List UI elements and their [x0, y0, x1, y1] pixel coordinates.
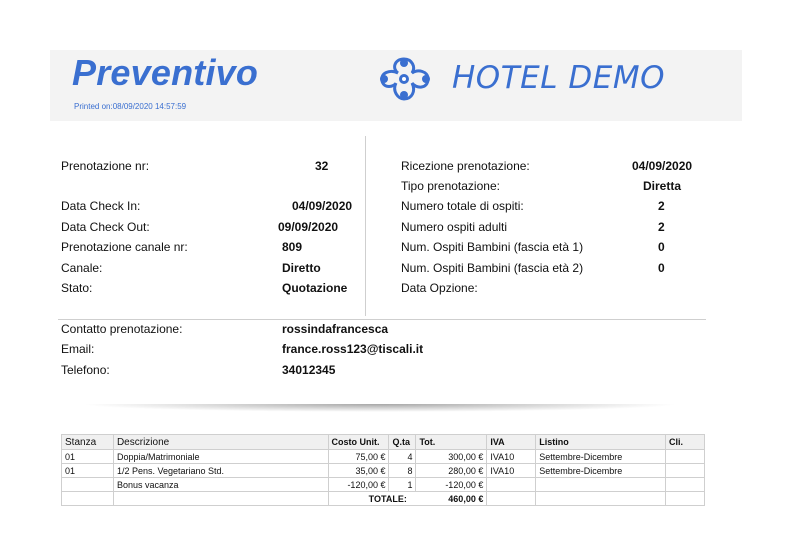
cell-total: -120,00 € [416, 478, 487, 492]
column-header-quantity: Q.ta [389, 435, 416, 450]
info-value: 04/09/2020 [632, 159, 693, 173]
info-value: 809 [282, 240, 303, 254]
info-label: Data Opzione: [401, 281, 478, 295]
total-cell [328, 492, 487, 506]
info-value: 32 [315, 159, 329, 173]
cell-vat: IVA10 [487, 450, 536, 464]
info-value: Diretto [282, 261, 321, 275]
info-value: 0 [658, 240, 665, 254]
info-label: Num. Ospiti Bambini (fascia età 2) [401, 261, 584, 275]
total-label: TOTALE: [368, 493, 407, 504]
column-divider [365, 136, 366, 316]
hotel-name: HOTEL DEMO [452, 60, 665, 96]
cell-client [666, 450, 705, 464]
info-value: 04/09/2020 [292, 199, 353, 213]
cell-description: 1/2 Pens. Vegetariano Std. [113, 464, 328, 478]
info-label: Ricezione prenotazione: [401, 159, 530, 173]
column-header-vat: IVA [487, 435, 536, 450]
info-label: Numero totale di ospiti: [401, 199, 524, 213]
info-label: Prenotazione nr: [61, 159, 150, 173]
column-header-total: Tot. [416, 435, 487, 450]
cell-empty [487, 492, 536, 506]
cell-description: Doppia/Matrimoniale [113, 450, 328, 464]
column-header-price-list: Listino [536, 435, 666, 450]
info-value: 09/09/2020 [278, 220, 339, 234]
cell-empty [113, 492, 328, 506]
cell-vat [487, 478, 536, 492]
info-label: Numero ospiti adulti [401, 220, 508, 234]
cell-client [666, 464, 705, 478]
cell-unit-cost: 75,00 € [328, 450, 389, 464]
hotel-logo-icon [372, 53, 436, 105]
contact-label: Contatto prenotazione: [61, 322, 183, 336]
info-label: Num. Ospiti Bambini (fascia età 1) [401, 240, 584, 254]
cell-quantity: 4 [389, 450, 416, 464]
cell-price-list [536, 478, 666, 492]
info-label: Tipo prenotazione: [401, 179, 500, 193]
column-header-client: Cli. [666, 435, 705, 450]
cell-empty [536, 492, 666, 506]
cell-unit-cost: 35,00 € [328, 464, 389, 478]
column-header-room: Stanza [62, 435, 114, 450]
table-header-row [62, 435, 705, 450]
cell-total: 300,00 € [416, 450, 487, 464]
info-label: Data Check In: [61, 199, 141, 213]
info-label: Stato: [61, 281, 93, 295]
section-shadow [80, 404, 680, 412]
cell-price-list: Settembre-Dicembre [536, 450, 666, 464]
cell-total: 280,00 € [416, 464, 487, 478]
cell-quantity: 1 [389, 478, 416, 492]
info-value: Quotazione [282, 281, 348, 295]
contact-label: Telefono: [61, 363, 110, 377]
cell-room: 01 [62, 464, 114, 478]
column-header-unit-cost: Costo Unit. [328, 435, 389, 450]
table-row [62, 450, 705, 464]
cell-quantity: 8 [389, 464, 416, 478]
cell-description: Bonus vacanza [113, 478, 328, 492]
info-label: Data Check Out: [61, 220, 150, 234]
table-row [62, 464, 705, 478]
cell-empty [62, 492, 114, 506]
info-label: Prenotazione canale nr: [61, 240, 188, 254]
contact-value: france.ross123@tiscali.it [282, 342, 424, 356]
contact-value: 34012345 [282, 363, 336, 377]
contact-value: rossindafrancesca [282, 322, 389, 336]
cell-empty [666, 492, 705, 506]
cell-room [62, 478, 114, 492]
contact-label: Email: [61, 342, 95, 356]
printed-on-timestamp: Printed on:08/09/2020 14:57:59 [74, 102, 187, 111]
column-header-description: Descrizione [113, 435, 328, 450]
info-value: 2 [658, 199, 665, 213]
section-divider [58, 319, 706, 320]
items-table [61, 434, 705, 506]
info-value: 0 [658, 261, 665, 275]
table-row [62, 478, 705, 492]
info-value: Diretta [643, 179, 682, 193]
table-total-row [62, 492, 705, 506]
info-label: Canale: [61, 261, 103, 275]
document-header [50, 50, 742, 121]
cell-client [666, 478, 705, 492]
info-value: 2 [658, 220, 665, 234]
cell-unit-cost: -120,00 € [328, 478, 389, 492]
cell-vat: IVA10 [487, 464, 536, 478]
total-value: 460,00 € [448, 493, 484, 504]
cell-price-list: Settembre-Dicembre [536, 464, 666, 478]
document-title: Preventivo [72, 52, 259, 93]
cell-room: 01 [62, 450, 114, 464]
